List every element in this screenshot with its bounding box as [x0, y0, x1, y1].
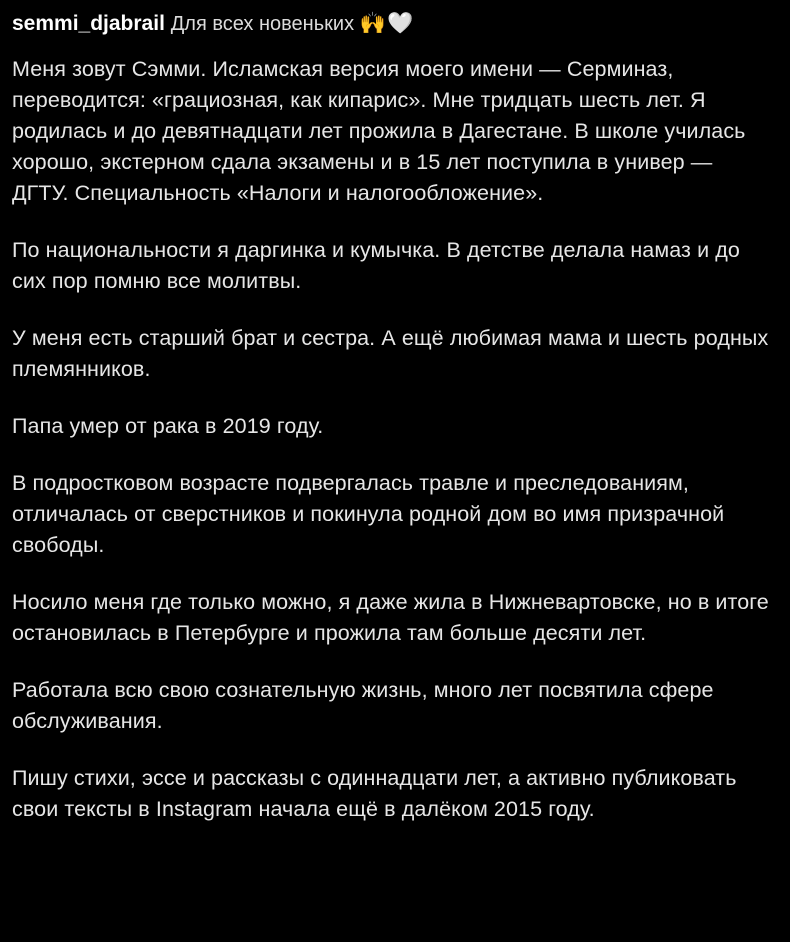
paragraph: У меня есть старший брат и сестра. А ещё любимая мама и шесть родных племянников. — [12, 326, 769, 381]
paragraph: В подростковом возрасте подвергалась травле и преследованиям, отличалась от сверстников и покинула родной дом во имя призрачной свободы. — [12, 471, 725, 557]
post-header-title: Для всех новеньких — [170, 13, 355, 35]
raising-hands-and-white-heart-emoji: 🙌🤍 — [359, 12, 415, 35]
post-header — [12, 10, 774, 38]
paragraph: Папа умер от рака в 2019 году. — [12, 414, 324, 438]
post-body — [12, 54, 774, 825]
username-link[interactable]: semmi_djabrail — [12, 12, 165, 35]
paragraph: Пишу стихи, эссе и рассказы с одиннадцати лет, а активно публиковать свои тексты в Instagram начала ещё в далёком 2015 году. — [12, 766, 737, 821]
paragraph: Работала всю свою сознательную жизнь, много лет посвятила сфере обслуживания. — [12, 678, 714, 733]
paragraph: По национальности я даргинка и кумычка. В детстве делала намаз и до сих пор помню все молитвы. — [12, 238, 740, 293]
paragraph: Меня зовут Сэмми. Исламская версия моего имени — Серминаз, переводится: «грациозная, как кипарис». Мне тридцать шесть лет. Я родилась и до девятнадцати лет прожила в Дагестане. В школе училась хорошо, экстерном сдала экзамены и в 15 лет поступила в универ — ДГТУ. Специальность «Налоги и налогообложение». — [12, 57, 746, 205]
paragraph: Носило меня где только можно, я даже жила в Нижневартовске, но в итоге остановилась в Петербурге и прожила там больше десяти лет. — [12, 590, 769, 645]
